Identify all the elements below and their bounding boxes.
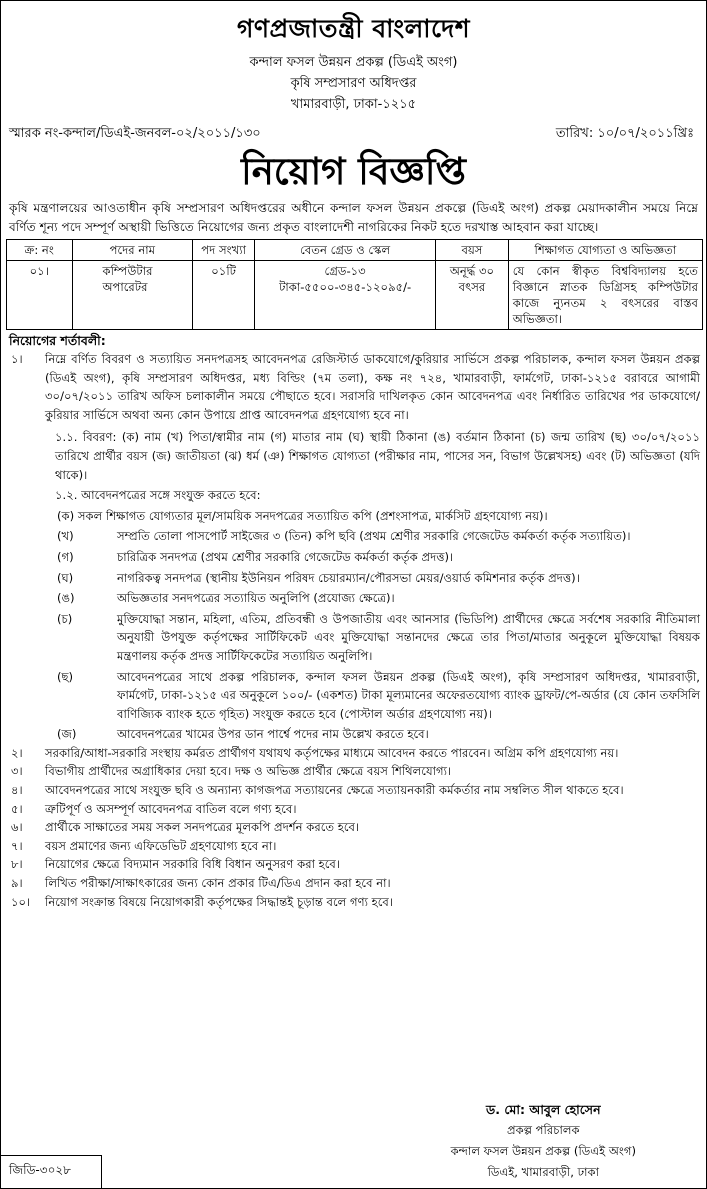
col-pay: বেতন গ্রেড ও স্কেল	[255, 240, 436, 261]
attachment-item: (ছ) আবেদনপত্রের সাথে প্রকল্প পরিচালক, কন্দাল ফসল উন্নয়ন প্রকল্প (ডিএই অংগ), কৃষি সম্প্রসারণ অধিদপ্তর, খামারবাড়ী, ফার্মগেট, ঢাকা-১২১৫ এর অনুকূলে ১০০/- (একশত) টাকা মূল্যমানের অফেরতযোগ্য ব্যাংক ড্রাফট/পে-অর্ডার (যে কোন তফসিলি বাণিজ্যিক ব্যাংক হতে গৃহিত) সংযুক্ত করতে হবে (পোস্টাল অর্ডার গ্রহণযোগ্য নয়)।	[57, 669, 700, 721]
gd-number: জিডি-৩০২৮	[9, 1163, 71, 1177]
cell-qualification: যে কোন স্বীকৃত বিশ্ববিদ্যালয় হতে বিজ্ঞানে স্নাতক ডিগ্রিসহ কম্পিউটার কাজে ন্যুনতম ২ বৎসরের বাস্তব অভিজ্ঞতা।	[508, 261, 702, 330]
condition-item: ৫। ত্রুটিপূর্ণ ও অসম্পূর্ণ আবেদনপত্র বাতিল বলে গণ্য হবে।	[11, 801, 297, 816]
signatory-org: কন্দাল ফসল উন্নয়ন প্রকল্প (ডিএই অংগ)	[450, 1144, 636, 1158]
notice-date: তারিখ: ১০/০৭/২০১১খ্রিঃ	[555, 126, 694, 141]
condition-1-2: ১.২. আবেদনপত্রের সঙ্গে সংযুক্ত করতে হবে:	[55, 488, 261, 503]
memo-number: স্মারক নং-কন্দাল/ডিএই-জনবল-০২/২০১১/১৩০	[9, 126, 261, 141]
conditions-title: নিয়োগের শর্তাবলী:	[9, 333, 106, 348]
col-age: বয়স	[436, 240, 509, 261]
cell-post: কম্পিউটার অপারেটর	[72, 261, 193, 330]
condition-item: ৯। লিখিত পরীক্ষা/সাক্ষাৎকারের জন্য কোন প্রকার টিএ/ডিএ প্রদান করা হবে না।	[11, 876, 391, 891]
government-title: গণপ্রজাতন্ত্রী বাংলাদেশ	[236, 14, 471, 43]
gd-divider	[1, 1155, 101, 1156]
signatory-name: ড. মো: আবুল হোসেন	[486, 1102, 601, 1117]
intro-paragraph: কৃষি মন্ত্রণালয়ের আওতাধীন কৃষি সম্প্রসারণ অধিদপ্তরের অধীনে কন্দাল ফসল উন্নয়ন প্রকল্পে (ডিএই অংগ) প্রকল্প মেয়াদকালীন সময়ে নিম্নে বর্ণিত শূন্য পদে সম্পূর্ণ অস্থায়ী ভিত্তিতে নিয়োগের জন্য প্রকৃত বাংলাদেশী নাগরিকের নিকট হতে দরখাস্ত আহবান করা যাচ্ছে।	[9, 201, 698, 234]
attachment-item: (খ) সম্প্রতি তোলা পাসপোর্ট সাইজের ৩ (তিন) কপি ছবি (প্রথম শ্রেণীর সরকারি গেজেটেড কর্মকর্তা কর্তৃক সত্যায়িত)।	[57, 529, 631, 544]
project-name: কন্দাল ফসল উন্নয়ন প্রকল্প (ডিএই অংগ)	[249, 55, 458, 70]
condition-text: নিম্নে বর্ণিত বিবরণ ও সত্যায়িত সনদপত্রসহ আবেদনপত্র রেজিস্টার্ড ডাকযোগে/কুরিয়ার সার্ভিসে প্রকল্প পরিচালক, কন্দাল ফসল উন্নয়ন প্রকল্প (ডিএই অংগ), কৃষি সম্প্রসারণ অধিদপ্তর, মধ্য বিল্ডিং (৭ম তলা), কক্ষ নং ৭২৪, খামারবাড়ী, ফার্মগেট, ঢাকা-১২১৫ বরাবরে আগামী ৩০/০৭/২০১১ তারিখ অফিস চলাকালীন সময়ে পৌছাতে হবে। সরাসরি দাখিলকৃত কোন আবেদনপত্র এবং নির্ধারিত তারিখের পর ডাকযোগে/কুরিয়ার সার্ভিসে অথবা অন্য কোন উপায়ে প্রাপ্ত আবেদনপত্র গ্রহণযোগ্য হবে না।	[45, 352, 700, 422]
signature-block	[451, 1099, 636, 1183]
department-name: কৃষি সম্প্রসারণ অধিদপ্তর	[290, 76, 417, 91]
table-row	[7, 261, 703, 330]
col-serial: ক্র: নং	[7, 240, 73, 261]
attachment-item: (ঘ) নাগরিকত্ব সনদপত্র (স্থানীয় ইউনিয়ন পরিষদ চেয়ারম্যান/পৌরসভা মেয়র/ওয়ার্ড কমিশনার কর্তৃক প্রদত্ত)।	[57, 570, 580, 585]
col-qualification: শিক্ষাগত যোগ্যতা ও অভিজ্ঞতা	[508, 240, 702, 261]
condition-item: ৭। বয়স প্রমাণের জন্য এফিডেভিট গ্রহণযোগ্য হবে না।	[11, 838, 277, 853]
condition-item: ৪। আবেদনপত্রের সাথে সংযুক্ত ছবি ও অন্যান্য কাগজপত্র সত্যায়নের ক্ষেত্রে সত্যায়নকারী কর্মকর্তার নাম সম্বলিত সীল থাকতে হবে।	[11, 783, 624, 798]
cell-age: অনূর্দ্ধ ৩০ বৎসর	[436, 261, 509, 330]
condition-item: ১০। নিয়োগ সংক্রান্ত বিষয়ে নিয়োগকারী কর্তৃপক্ষের সিদ্ধান্তই চূড়ান্ত বলে গণ্য হবে।	[11, 894, 393, 909]
attachment-item: (ক) সকল শিক্ষাগত যোগ্যতার মূল/সাময়িক সনদপত্রের সত্যায়িত কপি (প্রশংসাপত্র, মার্কসিট গ্রহণযোগ্য নয়)।	[57, 508, 548, 523]
attachment-item: (জ) আবেদনপত্রের খামের উপর ডান পার্শ্বে পদের নাম উল্লেখ করতে হবে।	[57, 727, 429, 742]
condition-1	[1, 350, 706, 424]
notice-title: নিয়োগ বিজ্ঞপ্তি	[241, 150, 466, 193]
office-address: খামারবাড়ী, ঢাকা-১২১৫	[290, 97, 417, 112]
attachment-item: (ঙ) অভিজ্ঞতার সনদপত্রের সত্যায়িত অনুলিপি (প্রযোজ্য ক্ষেত্রে)।	[57, 591, 395, 606]
attachment-item: (গ) চারিত্রিক সনদপত্র (প্রথম শ্রেণীর সরকারি গেজেটেড কর্মকর্তা কর্তৃক প্রদত্ত)।	[57, 549, 454, 564]
condition-item: ৮। নিয়োগের ক্ষেত্রে বিদ্যমান সরকারি বিধি বিধান অনুসরণ করা হবে।	[11, 857, 340, 872]
gd-divider-vertical	[101, 1155, 102, 1188]
condition-number: ১।	[11, 352, 23, 366]
header	[1, 1, 706, 115]
cell-count: ০১টি	[193, 261, 255, 330]
signatory-title: প্রকল্প পরিচালক	[506, 1123, 580, 1137]
cell-pay: গ্রেড-১৩ টাকা-৫৫০০-৩৪৫-১২০৯৫/-	[255, 261, 436, 330]
condition-item: ২। সরকারি/আধা-সরকারি সংস্থায় কর্মরত প্রার্থীগণ যথাযথ কর্তৃপক্ষের মাধ্যমে আবেদন করতে পারবেন। অগ্রিম কপি গ্রহণযোগ্য নয়।	[11, 745, 619, 760]
attachment-item: (চ) মুক্তিযোদ্ধা সন্তান, মহিলা, এতিম, প্রতিবন্ধী ও উপজাতীয় এবং আনসার (ভিডিপি) প্রার্থীদের ক্ষেত্রে সর্বশেষ সরকারি নীতিমালা অনুযায়ী উপযুক্ত কর্তৃপক্ষের সার্টিফিকেট এবং মুক্তিযোদ্ধা সন্তানদের ক্ষেত্রে তার পিতা/মাতার অনুকূলে মুক্তিযোদ্ধা বিষয়ক মন্ত্রণালয় কর্তৃক প্রদত্ত সার্টিফিকেটের সত্যায়িত অনুলিপি।	[57, 611, 700, 663]
conditions-list	[1, 350, 706, 911]
signatory-address: ডিএই, খামারবাড়ী, ঢাকা	[487, 1165, 599, 1179]
condition-item: ৩। বিভাগীয় প্রার্থীদের অগ্রাধিকার দেয়া হবে। দক্ষ ও অভিজ্ঞ প্রার্থীর ক্ষেত্রে বয়স শিথিলযোগ্য।	[11, 764, 452, 779]
col-count: পদ সংখ্যা	[193, 240, 255, 261]
col-post: পদের নাম	[72, 240, 193, 261]
condition-item: ৬। প্রার্থীকে সাক্ষাতের সময় সকল সনদপত্রের মূলকপি প্রদর্শন করতে হবে।	[11, 820, 360, 835]
table-header-row	[7, 240, 703, 261]
reference-line	[1, 121, 706, 143]
cell-serial: ০১।	[7, 261, 73, 330]
vacancy-table	[6, 239, 703, 330]
condition-1-1: ১.১. বিবরণ: (ক) নাম (খ) পিতা/স্বামীর নাম (গ) মাতার নাম (ঘ) স্থায়ী ঠিকানা (ঙ) বর্তমান ঠিকানা (চ) জন্ম তারিখ (ছ) ৩০/০৭/২০১১ তারিখে প্রার্থীর বয়স (জ) জাতীয়তা (ঝ) ধর্ম (ঞ) শিক্ষাগত যোগ্যতা (পরীক্ষার নাম, পাসের সন, বিভাগ উল্লেখসহ) এবং (ট) অভিজ্ঞতা (যদি থাকে)।	[55, 430, 700, 482]
